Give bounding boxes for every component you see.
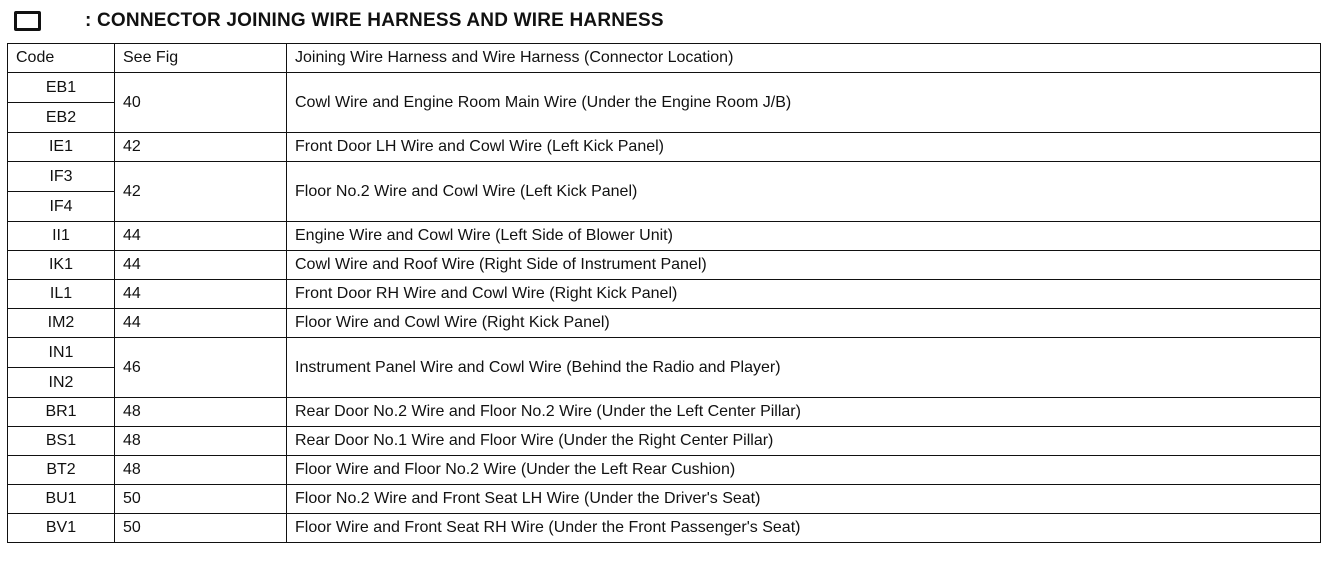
- cell-code: BT2: [8, 456, 115, 485]
- table-row: [8, 280, 1321, 309]
- cell-code: EB1: [8, 73, 115, 103]
- cell-code: BU1: [8, 485, 115, 514]
- table-row: [8, 485, 1321, 514]
- cell-description: Floor No.2 Wire and Front Seat LH Wire (Under the Driver's Seat): [287, 485, 1321, 514]
- cell-description: Engine Wire and Cowl Wire (Left Side of Blower Unit): [287, 222, 1321, 251]
- cell-see-fig: 50: [115, 514, 287, 543]
- cell-description: Floor Wire and Floor No.2 Wire (Under the Left Rear Cushion): [287, 456, 1321, 485]
- cell-see-fig: 44: [115, 222, 287, 251]
- cell-see-fig: 40: [115, 73, 287, 133]
- table-row: [8, 338, 1321, 368]
- cell-see-fig: 42: [115, 133, 287, 162]
- table-row: [8, 222, 1321, 251]
- table-row: [8, 309, 1321, 338]
- table-header-row: [8, 44, 1321, 73]
- header-see-fig: See Fig: [115, 44, 287, 73]
- cell-code: IN2: [8, 368, 115, 398]
- cell-see-fig: 46: [115, 338, 287, 398]
- connector-legend-box-icon: [14, 11, 41, 31]
- cell-code: IF4: [8, 192, 115, 222]
- cell-code: BV1: [8, 514, 115, 543]
- cell-description: Instrument Panel Wire and Cowl Wire (Behind the Radio and Player): [287, 338, 1321, 398]
- cell-see-fig: 44: [115, 280, 287, 309]
- cell-description: Floor Wire and Front Seat RH Wire (Under the Front Passenger's Seat): [287, 514, 1321, 543]
- cell-see-fig: 50: [115, 485, 287, 514]
- page-header: [14, 6, 664, 36]
- cell-description: Cowl Wire and Roof Wire (Right Side of Instrument Panel): [287, 251, 1321, 280]
- cell-see-fig: 44: [115, 309, 287, 338]
- cell-see-fig: 48: [115, 398, 287, 427]
- table-row: [8, 162, 1321, 192]
- cell-description: Rear Door No.1 Wire and Floor Wire (Under the Right Center Pillar): [287, 427, 1321, 456]
- table-row: [8, 514, 1321, 543]
- cell-code: IE1: [8, 133, 115, 162]
- cell-see-fig: 48: [115, 456, 287, 485]
- cell-code: IM2: [8, 309, 115, 338]
- table-row: [8, 251, 1321, 280]
- cell-description: Cowl Wire and Engine Room Main Wire (Under the Engine Room J/B): [287, 73, 1321, 133]
- cell-description: Rear Door No.2 Wire and Floor No.2 Wire (Under the Left Center Pillar): [287, 398, 1321, 427]
- cell-code: BS1: [8, 427, 115, 456]
- table-row: [8, 427, 1321, 456]
- page-title: : CONNECTOR JOINING WIRE HARNESS AND WIRE HARNESS: [85, 10, 664, 31]
- cell-code: EB2: [8, 103, 115, 133]
- table-body: [8, 73, 1321, 543]
- table-row: [8, 398, 1321, 427]
- cell-see-fig: 42: [115, 162, 287, 222]
- cell-description: Front Door RH Wire and Cowl Wire (Right Kick Panel): [287, 280, 1321, 309]
- cell-code: BR1: [8, 398, 115, 427]
- cell-code: IL1: [8, 280, 115, 309]
- header-description: Joining Wire Harness and Wire Harness (Connector Location): [287, 44, 1321, 73]
- cell-description: Floor Wire and Cowl Wire (Right Kick Panel): [287, 309, 1321, 338]
- header-code: Code: [8, 44, 115, 73]
- cell-code: IK1: [8, 251, 115, 280]
- cell-description: Floor No.2 Wire and Cowl Wire (Left Kick Panel): [287, 162, 1321, 222]
- cell-description: Front Door LH Wire and Cowl Wire (Left Kick Panel): [287, 133, 1321, 162]
- connector-table: [7, 43, 1321, 543]
- cell-code: IN1: [8, 338, 115, 368]
- cell-see-fig: 48: [115, 427, 287, 456]
- table-row: [8, 73, 1321, 103]
- cell-code: IF3: [8, 162, 115, 192]
- cell-see-fig: 44: [115, 251, 287, 280]
- table-row: [8, 133, 1321, 162]
- cell-code: II1: [8, 222, 115, 251]
- table-row: [8, 456, 1321, 485]
